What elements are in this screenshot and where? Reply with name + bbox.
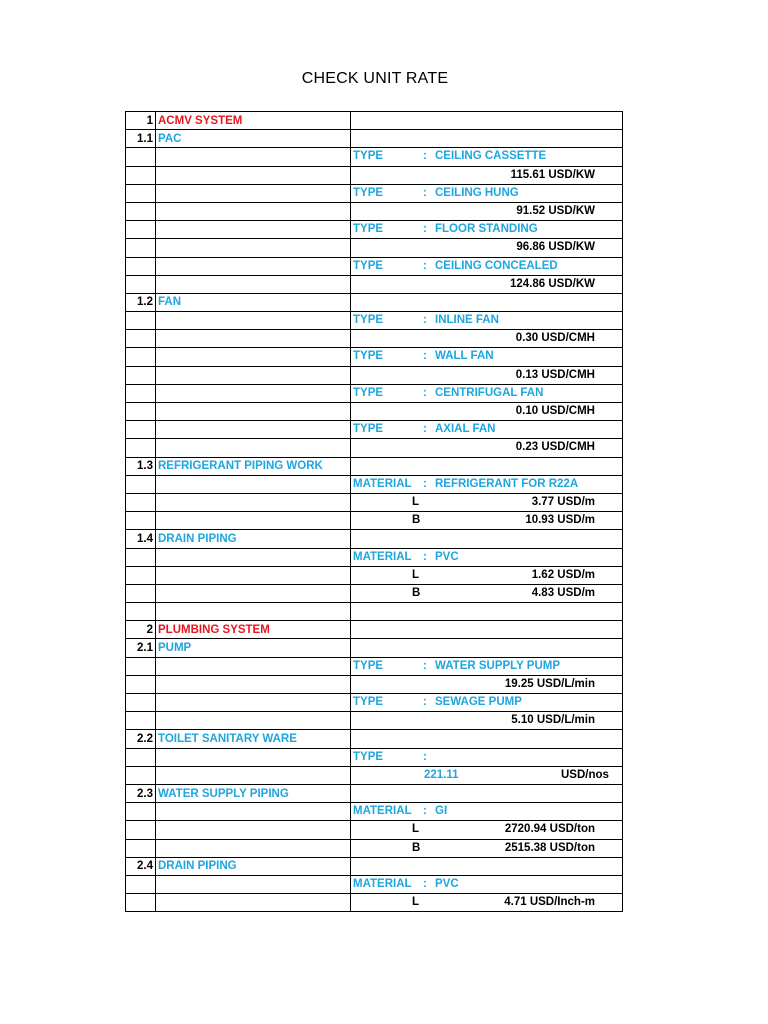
spec-value: WALL FAN	[435, 350, 494, 363]
size-label: L	[412, 495, 420, 508]
table-row	[126, 803, 623, 821]
spec-value: INLINE FAN	[435, 314, 499, 327]
sanitary-rate-value: 221.11	[424, 768, 459, 781]
item-name: FAN	[156, 293, 351, 311]
spec-key: TYPE	[353, 150, 384, 163]
spec-colon: :	[423, 877, 427, 890]
unit-rate: 0.10 USD/CMH	[515, 405, 595, 417]
table-row	[126, 475, 623, 493]
table-row	[126, 384, 623, 402]
table-row	[126, 639, 623, 657]
table-row	[126, 621, 623, 639]
spec-key: TYPE	[353, 186, 384, 199]
table-row	[126, 566, 623, 584]
unit-rate: 96.86 USD/KW	[516, 241, 595, 254]
spec-value: PVC	[435, 550, 459, 563]
table-row	[126, 675, 623, 693]
spec-value: CENTRIFUGAL FAN	[435, 386, 544, 399]
spec-value: FLOOR STANDING	[435, 223, 538, 236]
spec-key: TYPE	[353, 350, 384, 363]
table-row	[126, 457, 623, 475]
spec-colon: :	[423, 223, 427, 236]
spec-colon: :	[423, 423, 427, 436]
item-name: WATER SUPPLY PIPING	[156, 784, 351, 802]
item-name: TOILET SANITARY WARE	[156, 730, 351, 748]
unit-rate: 0.30 USD/CMH	[515, 332, 595, 345]
item-name: DRAIN PIPING	[156, 530, 351, 548]
unit-rate: 4.71 USD/Inch-m	[504, 896, 595, 909]
page-title: CHECK UNIT RATE	[301, 70, 449, 87]
spec-key: TYPE	[353, 423, 384, 436]
spec-key: TYPE	[353, 386, 384, 399]
table-row	[126, 130, 623, 148]
table-row	[126, 439, 623, 457]
unit-rate-table	[125, 111, 623, 912]
spec-colon: :	[423, 696, 427, 708]
spec-colon: :	[423, 186, 427, 199]
table-row	[126, 512, 623, 530]
table-row	[126, 530, 623, 548]
item-number: 2.1	[126, 639, 156, 657]
item-number: 1	[126, 112, 156, 130]
item-number: 2.4	[126, 857, 156, 875]
table-row	[126, 348, 623, 366]
spec-colon: :	[423, 259, 427, 272]
section-name: ACMV SYSTEM	[156, 112, 351, 130]
table-row	[126, 112, 623, 130]
spec-colon: :	[423, 659, 427, 672]
spec-key: MATERIAL	[353, 877, 412, 890]
table-row	[126, 148, 623, 166]
item-number: 2.2	[126, 730, 156, 748]
table-row	[126, 584, 623, 602]
unit-rate: 0.13 USD/CMH	[515, 368, 595, 381]
table-row	[126, 257, 623, 275]
table-row	[126, 312, 623, 330]
item-number: 1.4	[126, 530, 156, 548]
spec-colon: :	[423, 750, 427, 763]
table-row	[126, 894, 623, 912]
spec-value: CEILING CONCEALED	[435, 259, 558, 272]
table-row	[126, 202, 623, 220]
item-number: 2.3	[126, 784, 156, 802]
unit-rate: 2720.94 USD/ton	[504, 823, 595, 836]
table-row	[126, 603, 623, 621]
size-label: L	[412, 823, 420, 836]
section-name: PLUMBING SYSTEM	[156, 621, 351, 639]
spec-key: TYPE	[353, 750, 384, 763]
unit-rate: 0.23 USD/CMH	[515, 441, 595, 454]
table-row	[126, 784, 623, 802]
size-label: B	[412, 841, 421, 854]
table-row	[126, 712, 623, 730]
table-row	[126, 293, 623, 311]
table-row	[126, 493, 623, 511]
table-row	[126, 730, 623, 748]
spec-colon: :	[423, 550, 427, 563]
spec-key: TYPE	[353, 223, 384, 236]
unit-rate: 10.93 USD/m	[525, 514, 595, 527]
unit-rate: 124.86 USD/KW	[509, 277, 595, 290]
size-label: B	[412, 586, 421, 599]
spec-value: SEWAGE PUMP	[435, 696, 522, 708]
table-row	[126, 330, 623, 348]
spec-colon: :	[423, 386, 427, 399]
unit-rate: 4.83 USD/m	[531, 586, 595, 599]
table-row	[126, 166, 623, 184]
item-name: PUMP	[156, 639, 351, 657]
spec-value: GI	[435, 805, 448, 818]
spec-colon: :	[423, 477, 427, 490]
spec-value: AXIAL FAN	[435, 423, 496, 436]
spec-value: CEILING HUNG	[435, 186, 519, 199]
unit-rate: 91.52 USD/KW	[516, 204, 595, 217]
spec-key: TYPE	[353, 659, 384, 672]
unit-rate: 2515.38 USD/ton	[504, 841, 595, 854]
spec-key: TYPE	[353, 314, 384, 327]
table-row	[126, 184, 623, 202]
table-row	[126, 657, 623, 675]
table-row	[126, 548, 623, 566]
unit-rate: 1.62 USD/m	[531, 568, 595, 581]
table-row	[126, 221, 623, 239]
table-row	[126, 694, 623, 712]
item-number: 1.1	[126, 130, 156, 148]
spec-value: WATER SUPPLY PUMP	[435, 659, 561, 672]
unit-rate: 3.77 USD/m	[531, 495, 595, 508]
item-name: PAC	[156, 130, 351, 148]
spec-colon: :	[423, 314, 427, 327]
spec-value: PVC	[435, 877, 459, 890]
spec-key: TYPE	[353, 696, 384, 708]
unit-rate: 5.10 USD/L/min	[511, 714, 595, 727]
spec-colon: :	[423, 805, 427, 818]
table-row	[126, 766, 623, 784]
table-row	[126, 839, 623, 857]
item-number: 1.2	[126, 293, 156, 311]
table-row	[126, 421, 623, 439]
spec-key: MATERIAL	[353, 805, 412, 818]
size-label: L	[412, 568, 420, 581]
table-row	[126, 875, 623, 893]
table-row	[126, 275, 623, 293]
item-number: 1.3	[126, 457, 156, 475]
item-name: REFRIGERANT PIPING WORK	[156, 457, 351, 475]
sanitary-rate-unit: USD/nos	[561, 768, 609, 781]
unit-rate: 115.61 USD/KW	[510, 168, 595, 181]
unit-rate: 19.25 USD/L/min	[504, 677, 595, 690]
size-label: L	[412, 896, 420, 909]
table-row	[126, 821, 623, 839]
spec-colon: :	[423, 150, 427, 163]
size-label: B	[412, 514, 421, 527]
item-number: 2	[126, 621, 156, 639]
spec-key: MATERIAL	[353, 550, 412, 563]
table-row	[126, 366, 623, 384]
spec-key: MATERIAL	[353, 477, 412, 490]
spec-colon: :	[423, 350, 427, 363]
spec-key: TYPE	[353, 259, 384, 272]
spec-value: REFRIGERANT FOR R22A	[435, 477, 579, 490]
table-row	[126, 857, 623, 875]
table-row	[126, 239, 623, 257]
table-row	[126, 748, 623, 766]
spec-value: CEILING CASSETTE	[435, 150, 547, 163]
table-row	[126, 403, 623, 421]
item-name: DRAIN PIPING	[156, 857, 351, 875]
